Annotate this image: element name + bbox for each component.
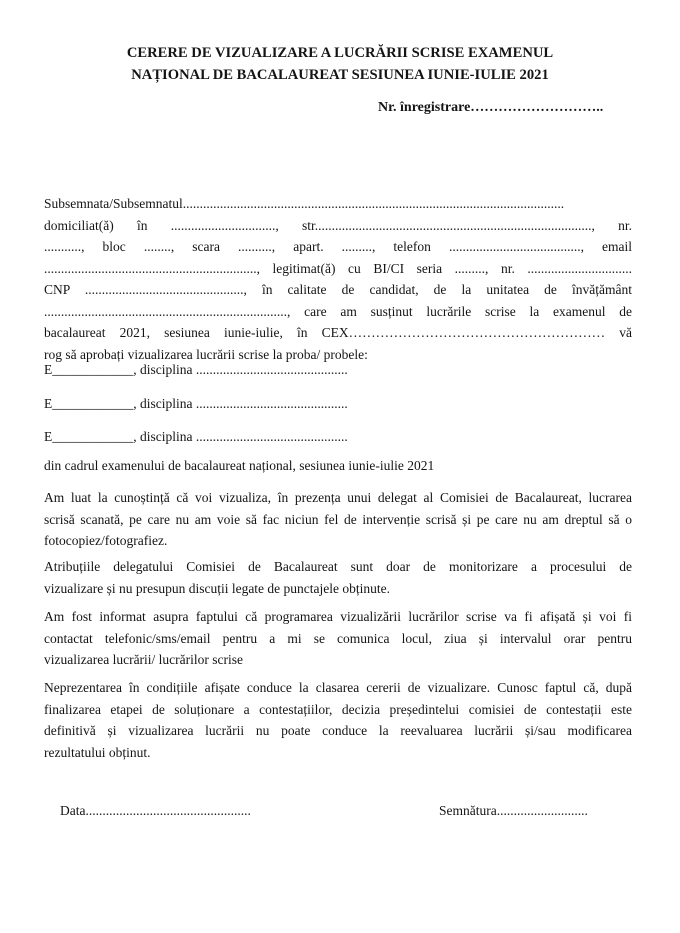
applicant-line: Subsemnata/Subsemnatul................................................................................................................. [44, 196, 565, 211]
paragraph-line: vizualizare și nu presupun discuții legate de punctajele obținute. [44, 580, 391, 596]
paragraph-line: contactat telefonic/sms/email pentru a mi se comunica locul, ziua și intervalul orar pentru [44, 630, 632, 646]
exam-line-2: E____________, disciplina ............................................. [44, 396, 348, 411]
title-line-1: CERERE DE VIZUALIZARE A LUCRĂRII SCRISE EXAMENUL [126, 45, 554, 61]
signature-field: Semnătura........................... [439, 803, 588, 818]
paragraph-line: rezultatului obținut. [44, 744, 151, 760]
session-line: din cadrul examenului de bacalaureat național, sesiunea iunie-iulie 2021 [44, 458, 435, 473]
paragraph-line: fotocopiez/fotografiez. [44, 533, 168, 548]
paragraph-line: vizualizarea lucrării/ lucrărilor scrise [44, 652, 244, 667]
registration-number: Nr. înregistrare……………………….. [378, 100, 604, 115]
scheduling-paragraph [44, 606, 632, 671]
date-field: Data................................................. [60, 803, 251, 818]
applicant-line: domiciliat(ă) în ..............................., str.................................................................................., nr. [44, 217, 632, 233]
applicant-line: ..........., bloc ........, scara .........., apart. ........., telefon ......................................., email [44, 239, 632, 254]
title-line-2: NAȚIONAL DE BACALAUREAT SESIUNEA IUNIE-IULIE 2021 [131, 67, 549, 83]
exam-line-1: E____________, disciplina ............................................. [44, 362, 348, 377]
applicant-line: rog să aprobați vizualizarea lucrării scrise la proba/ probele: [44, 346, 368, 362]
final-paragraph [44, 677, 632, 763]
paragraph-line: Am luat la cunoștință că voi vizualiza, în prezența unui delegat al Comisiei de Bacalaureat, lucrarea [44, 490, 632, 505]
delegate-paragraph [44, 556, 632, 599]
form-title [0, 42, 680, 86]
exam-line-3: E____________, disciplina ............................................. [44, 429, 348, 444]
paragraph-line: definitivă și vizualizarea lucrării nu poate conduce la reevaluarea lucrării și/sau modificarea [44, 723, 632, 738]
paragraph-line: Am fost informat asupra faptului că programarea vizualizării lucrărilor scrise va fi afișată și voi fi [44, 609, 632, 624]
applicant-line: bacalaureat 2021, sesiunea iunie-iulie, în CEX………………………………………………… vă [44, 325, 632, 340]
paragraph-line: Neprezentarea în condițiile afișate conduce la clasarea cererii de vizualizare. Cunosc faptul că, după [44, 680, 632, 695]
applicant-line: ........................................................................, care am susținut lucrările scrise la examenul de [44, 303, 632, 319]
paragraph-line: Atribuțiile delegatului Comisiei de Bacalaureat sunt doar de monitorizare a procesului de [44, 559, 632, 574]
applicant-line: ..............................................................., legitimat(ă) cu BI/CI seria ........., nr. ............................... [44, 260, 632, 276]
acknowledgement-paragraph [44, 487, 632, 552]
applicant-paragraph [44, 193, 632, 365]
applicant-line: CNP ..............................................., în calitate de candidat, de la unitatea de învățământ [44, 282, 632, 297]
paragraph-line: scrisă scanată, pe care nu am voie să fac niciun fel de intervenție scrisă și pe care nu am dreptul să o [44, 511, 632, 527]
paragraph-line: finalizarea etapei de soluționare a contestațiilor, decizia președintelui comisiei de contestații este [44, 701, 632, 717]
